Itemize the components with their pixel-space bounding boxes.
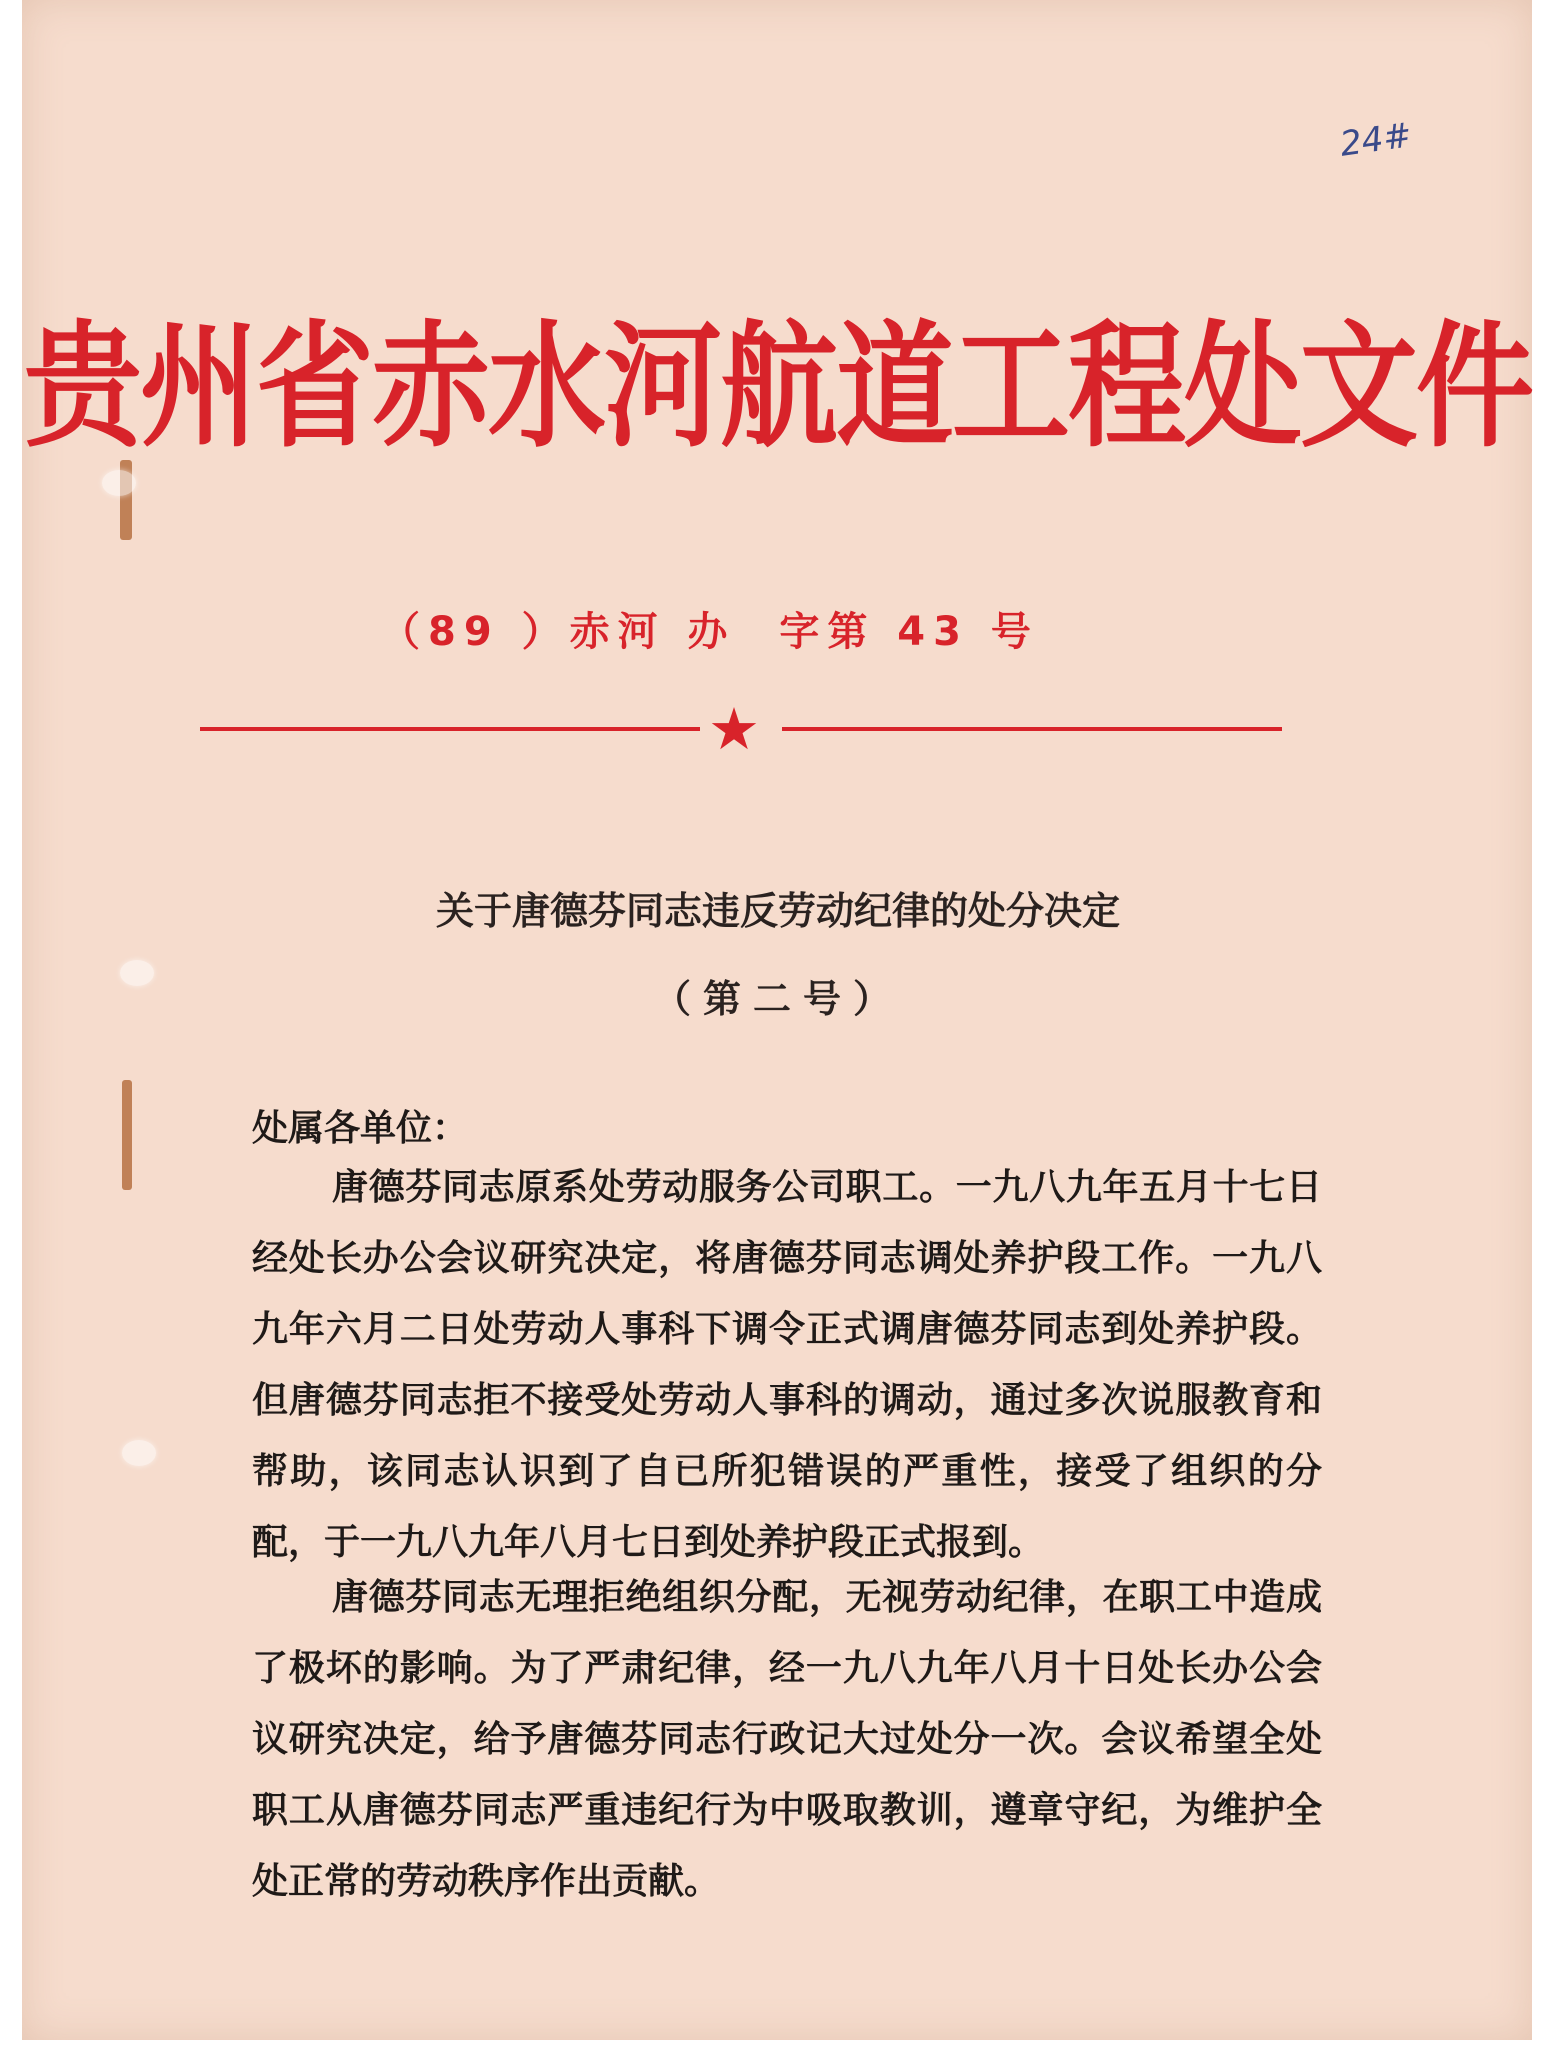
punch-hole-1 (102, 470, 136, 496)
red-star-icon: ★ (708, 695, 760, 763)
document-number: （89 ）赤河 办 字第 43 号 (380, 609, 1039, 655)
body-paragraph-2: 唐德芬同志无理拒绝组织分配，无视劳动纪律，在职工中造成了极坏的影响。为了严肃纪律，经一九八九年八月十日处长办公会议研究决定，给予唐德芬同志行政记大过处分一次。会议希望全处职工从唐德芬同志严重违纪行为中吸取教训，遵章守纪，为维护全处正常的劳动秩序作出贡献。 (252, 1576, 1322, 1902)
punch-hole-3 (122, 1440, 156, 1466)
red-rule-left (200, 727, 700, 731)
handwritten-page-number: 24# (1337, 115, 1415, 165)
document-subtitle: （第二号） (652, 976, 903, 1021)
body-paragraph-1: 唐德芬同志原系处劳动服务公司职工。一九八九年五月十七日经处长办公会议研究决定，将唐德芬同志调处养护段工作。一九八九年六月二日处劳动人事科下调令正式调唐德芬同志到处养护段。但唐德芬同志拒不接受处劳动人事科的调动，通过多次说服教育和帮助，该同志认识到了自已所犯错误的严重性，接受了组织的分配，于一九八九年八月七日到处养护段正式报到。 (252, 1166, 1322, 1563)
document-title: 关于唐德芬同志违反劳动纪律的处分决定 (435, 888, 1120, 933)
document-masthead: 贵州省赤水河航道工程处文件 (23, 307, 1532, 466)
salutation: 处属各单位： (252, 1107, 469, 1149)
staple-rust-bottom (122, 1080, 132, 1190)
red-rule-right (782, 727, 1282, 731)
